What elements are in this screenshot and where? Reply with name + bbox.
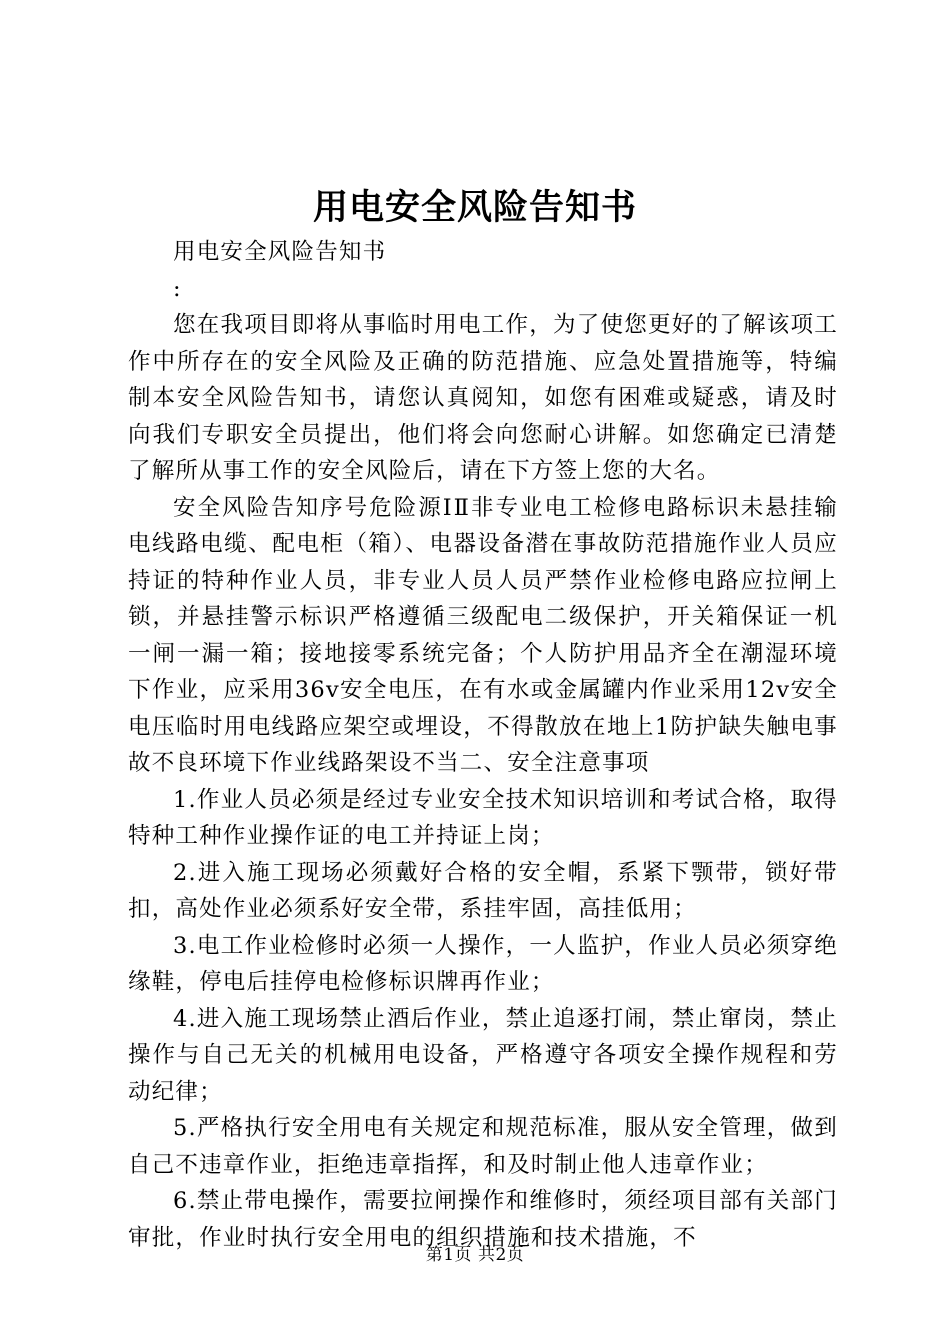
document-title: 用电安全风险告知书 <box>312 187 637 228</box>
document-body <box>128 234 838 1256</box>
paragraph-item-6: 6.禁止带电操作，需要拉闸操作和维修时，须经项目部有关部门审批，作业时执行安全用电的组织措施和技术措施，不 <box>128 1188 838 1251</box>
paragraph-risk-table: 安全风险告知序号危险源ⅠⅡ非专业电工检修电路标识未悬挂输电线路电缆、配电柜（箱）、电器设备潜在事故防范措施作业人员应持证的特种作业人员，非专业人员人员严禁作业检修电路应拉闸上锁，并悬挂警示标识严格遵循三级配电二级保护，开关箱保证一机一闸一漏一箱；接地接零系统完备；个人防护用品齐全在潮湿环境下作业，应采用36v安全电压，在有水或金属罐内作业采用12v安全电压临时用电线路应架空或埋设，不得散放在地上1防护缺失触电事故不良环境下作业线路架设不当二、安全注意事项 <box>128 494 838 776</box>
paragraph-item-4: 4.进入施工现场禁止酒后作业，禁止追逐打闹，禁止窜岗，禁止操作与自己无关的机械用电设备，严格遵守各项安全操作规程和劳动纪律； <box>128 1005 838 1105</box>
paragraph-item-1: 1.作业人员必须是经过专业安全技术知识培训和考试合格，取得特种工种作业操作证的电工并持证上岗； <box>128 786 838 849</box>
page-footer: 第1页 共2页 <box>425 1245 525 1265</box>
paragraph-intro: 您在我项目即将从事临时用电工作，为了使您更好的了解该项工作中所存在的安全风险及正确的防范措施、应急处置措施等，特编制本安全风险告知书，请您认真阅知，如您有困难或疑惑，请及时向我们专职安全员提出，他们将会向您耐心讲解。如您确定已清楚了解所从事工作的安全风险后，请在下方签上您的大名。 <box>128 312 838 484</box>
document-subtitle: 用电安全风险告知书 <box>173 239 387 265</box>
salutation: : <box>173 275 182 302</box>
paragraph-item-2: 2.进入施工现场必须戴好合格的安全帽，系紧下颚带，锁好带扣，高处作业必须系好安全带，系挂牢固，高挂低用； <box>128 859 838 922</box>
paragraph-item-3: 3.电工作业检修时必须一人操作，一人监护，作业人员必须穿绝缘鞋，停电后挂停电检修标识牌再作业； <box>128 932 838 995</box>
paragraph-item-5: 5.严格执行安全用电有关规定和规范标准，服从安全管理，做到自己不违章作业，拒绝违章指挥，和及时制止他人违章作业； <box>128 1115 838 1178</box>
